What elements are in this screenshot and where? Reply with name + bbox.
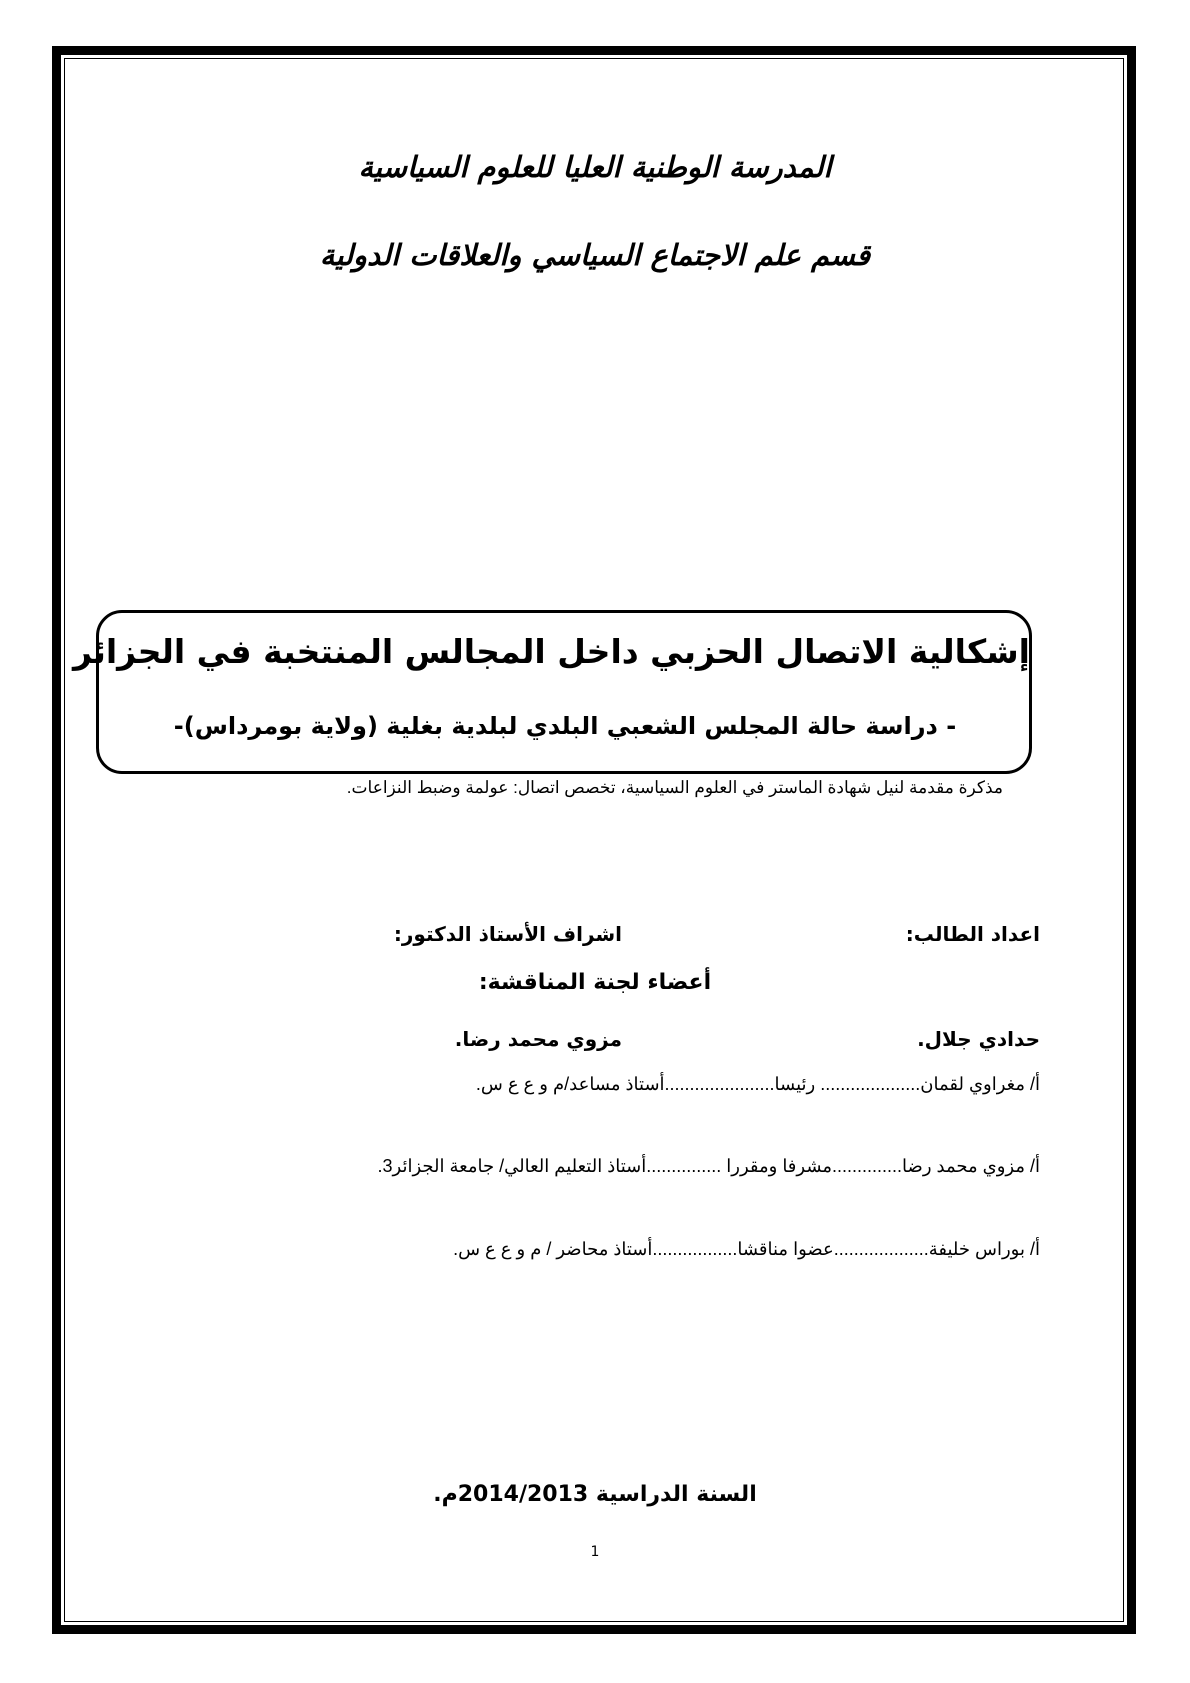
page-border-inner bbox=[64, 58, 1124, 1622]
committee-title: أعضاء لجنة المناقشة: bbox=[478, 970, 712, 995]
student-label: اعداد الطالب: bbox=[905, 922, 1040, 946]
page-number: 1 bbox=[590, 1544, 600, 1560]
committee-member: أ/ مغراوي لقمان.................... رئيسا......................أستاذ مساعد/م و ع ع س. bbox=[475, 1074, 1040, 1094]
committee-member: أ/ مزوي محمد رضا..............مشرفا ومقررا ...............أستاذ التعليم العالي/ جامعة الجزائر3. bbox=[377, 1156, 1040, 1176]
thesis-subtitle: - دراسة حالة المجلس الشعبي البلدي لبلدية بغلية (ولاية بومرداس)- bbox=[173, 712, 957, 740]
academic-year: السنة الدراسية 2014/2013م. bbox=[433, 1482, 757, 1507]
thesis-note: مذكرة مقدمة لنيل شهادة الماستر في العلوم السياسية، تخصص اتصال: عولمة وضبط النزاعات. bbox=[346, 778, 1003, 797]
school-name: المدرسة الوطنية العليا للعلوم السياسية bbox=[358, 150, 832, 184]
supervisor-name: مزوي محمد رضا. bbox=[454, 1027, 622, 1051]
student-name: حدادي جلال. bbox=[917, 1027, 1040, 1051]
committee-member: أ/ بوراس خليفة...................عضوا مناقشا.................أستاذ محاضر / م و ع ع س. bbox=[453, 1239, 1040, 1259]
thesis-title: إشكالية الاتصال الحزبي داخل المجالس المنتخبة في الجزائر bbox=[72, 632, 1030, 671]
department-name: قسم علم الاجتماع السياسي والعلاقات الدولية bbox=[319, 238, 871, 272]
supervisor-label: اشراف الأستاذ الدكتور: bbox=[393, 922, 622, 946]
